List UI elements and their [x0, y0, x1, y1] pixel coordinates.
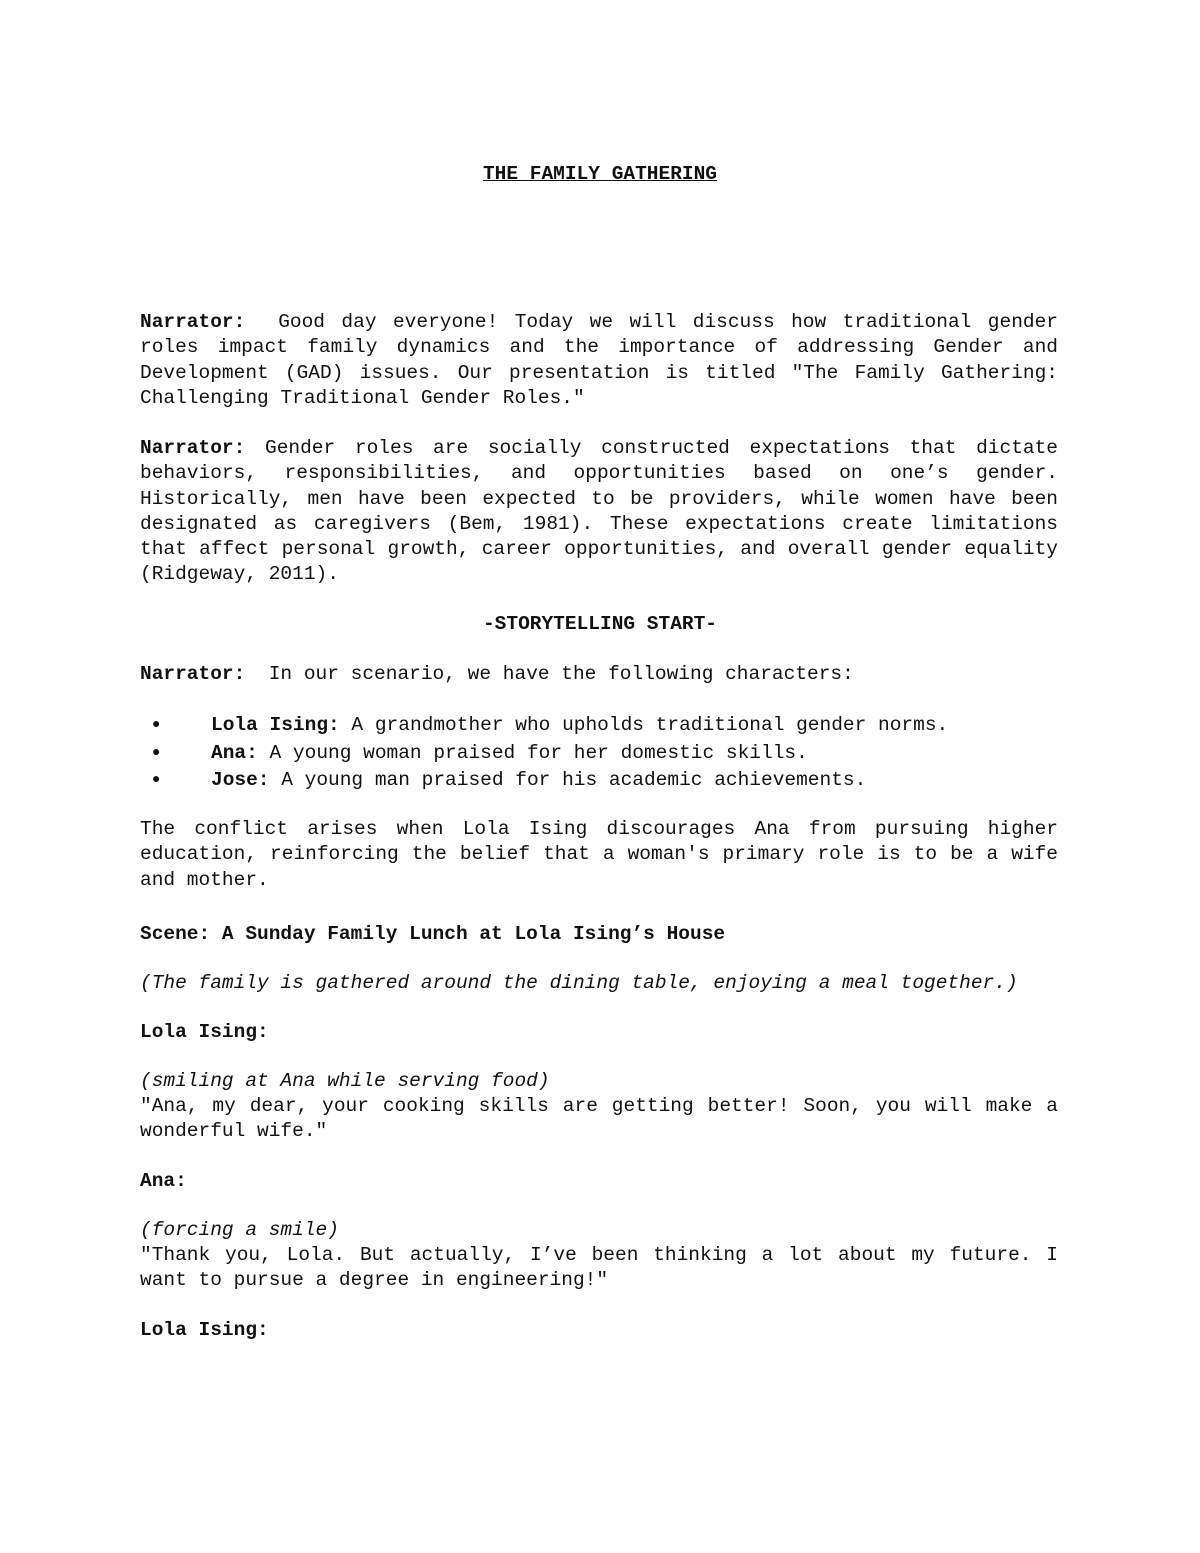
- speaker-heading: Ana:: [140, 1170, 187, 1192]
- paragraph-text: Good day everyone! Today we will discuss how traditional gender roles impact family dynamics and the importance of addressing Gender and Development (GAD) issues. Our presentation is titled "The Family Gathering: Challenging Traditional Gender Roles.": [140, 311, 1070, 409]
- characters-intro: [140, 662, 1058, 687]
- list-item: [140, 740, 1058, 768]
- character-name: Lola Ising:: [211, 714, 340, 736]
- speaker-label: Narrator:: [140, 311, 246, 333]
- scene-heading: Scene: A Sunday Family Lunch at Lola Ising’s House: [140, 923, 726, 945]
- stage-direction: (The family is gathered around the dining table, enjoying a meal together.): [140, 972, 1018, 994]
- list-item: [140, 712, 1058, 740]
- acting-direction: (smiling at Ana while serving food): [140, 1070, 550, 1092]
- bullet-icon: ●: [152, 772, 161, 788]
- character-desc: A grandmother who upholds traditional gender norms.: [339, 714, 949, 736]
- bullet-icon: ●: [152, 744, 161, 761]
- conflict-paragraph: The conflict arises when Lola Ising discourages Ana from pursuing higher education, reinforcing the belief that a woman's primary role is to be a wife and mother.: [140, 818, 1058, 891]
- dialogue-line: "Ana, my dear, your cooking skills are getting better! Soon, you will make a wonderful wife.": [140, 1095, 1058, 1143]
- speaker-heading: Lola Ising:: [140, 1319, 269, 1341]
- dialogue-line: "Thank you, Lola. But actually, I’ve been thinking a lot about my future. I want to pursue a degree in engineering!": [140, 1244, 1058, 1292]
- character-list: [140, 712, 1058, 795]
- paragraph-text: In our scenario, we have the following characters:: [245, 663, 854, 685]
- speaker-label: Narrator:: [140, 437, 246, 459]
- character-name: Jose:: [211, 769, 270, 791]
- document-title: THE FAMILY GATHERING: [482, 163, 718, 185]
- speaker-heading: Lola Ising:: [140, 1021, 269, 1043]
- narrator-paragraph-2: [140, 436, 1070, 588]
- list-item: [140, 767, 1058, 795]
- character-desc: A young woman praised for her domestic skills.: [257, 741, 808, 764]
- bullet-icon: ●: [152, 717, 161, 733]
- paragraph-text: Gender roles are socially constructed expectations that dictate behaviors, responsibilities, and opportunities based on one’s gender. Historically, men have been expected to be providers, while women have been designated as caregivers (Bem, 1981). These expectations create limitations that affect personal growth, career opportunities, and overall gender equality (Ridgeway, 2011).: [140, 437, 1070, 586]
- narrator-paragraph-1: [140, 310, 1070, 411]
- storytelling-marker: -STORYTELLING START-: [482, 613, 718, 635]
- character-desc: A young man praised for his academic achievements.: [269, 769, 867, 791]
- acting-direction: (forcing a smile): [140, 1219, 339, 1241]
- speaker-label: Narrator:: [140, 663, 246, 685]
- character-name: Ana:: [211, 741, 258, 764]
